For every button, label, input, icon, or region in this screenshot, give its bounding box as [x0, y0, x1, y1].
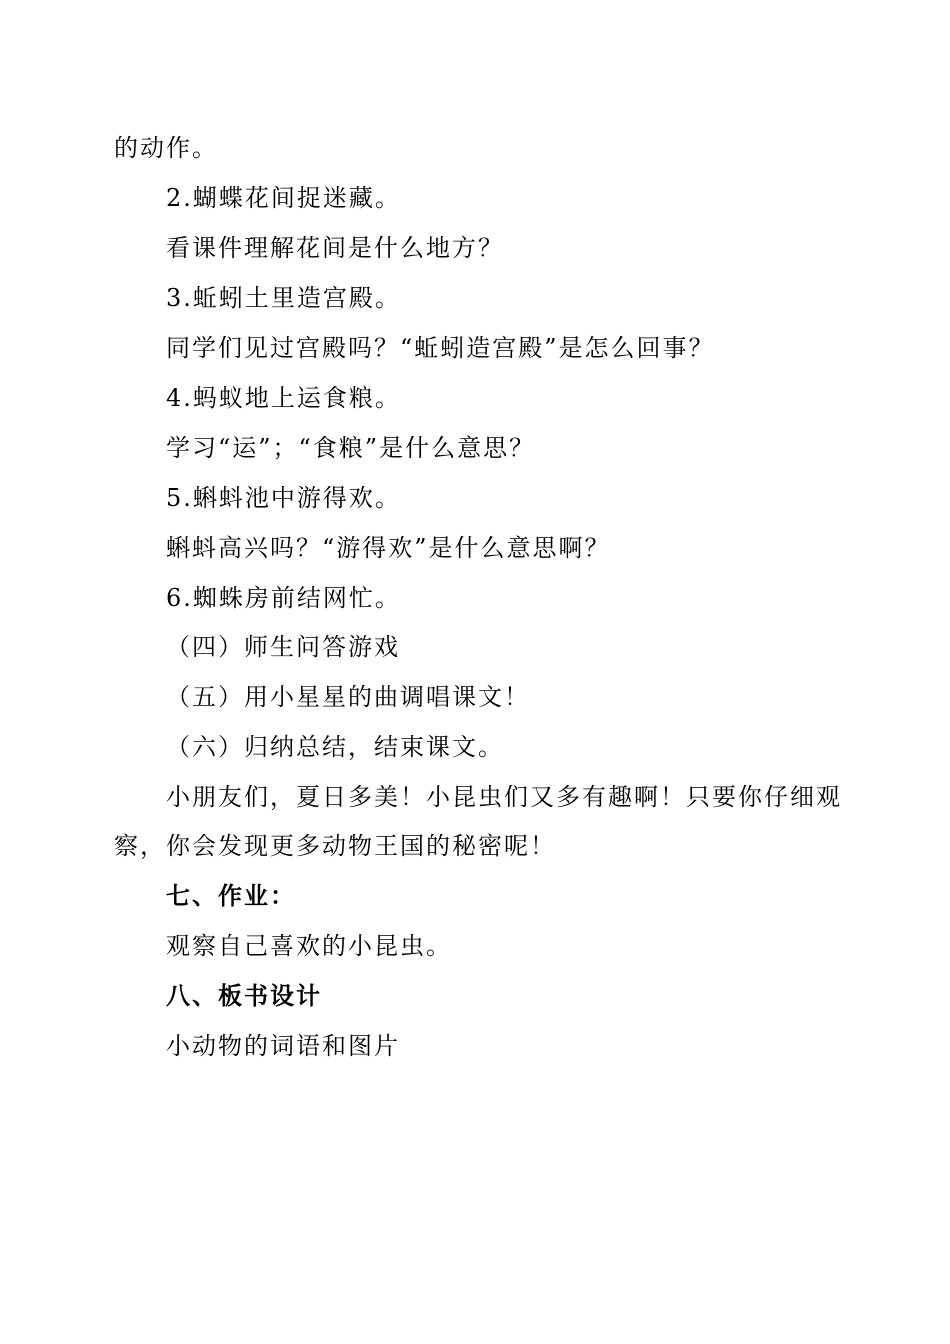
paragraph: 同学们见过宫殿吗？“蚯蚓造宫殿”是怎么回事？: [166, 334, 715, 362]
list-item-2: 2.蝴蝶花间捉迷藏。: [166, 184, 401, 212]
list-item-6: 6.蜘蛛房前结网忙。: [166, 584, 401, 612]
list-item-3: 3.蚯蚓土里造宫殿。: [166, 284, 401, 312]
paragraph: 小动物的词语和图片: [166, 1032, 400, 1060]
paragraph-continuation: 的动作。: [114, 134, 218, 162]
section-title-board-design: 八、板书设计: [166, 982, 322, 1010]
paragraph: 小朋友们，夏日多美！小昆虫们又多有趣啊！只要你仔细观: [166, 783, 842, 811]
paragraph-continuation: 察，你会发现更多动物王国的秘密呢！: [114, 832, 556, 860]
paragraph: 观察自己喜欢的小昆虫。: [166, 932, 452, 960]
section-heading-6: （六）归纳总结，结束课文。: [166, 733, 504, 761]
list-item-4: 4.蚂蚁地上运食粮。: [166, 384, 401, 412]
paragraph: 蝌蚪高兴吗？“游得欢”是什么意思啊？: [166, 534, 611, 562]
list-item-5: 5.蝌蚪池中游得欢。: [166, 484, 401, 512]
paragraph: 学习“运”；“食粮”是什么意思？: [166, 434, 536, 462]
section-heading-4: （四）师生问答游戏: [166, 633, 400, 661]
section-heading-5: （五）用小星星的曲调唱课文！: [166, 683, 530, 711]
paragraph: 看课件理解花间是什么地方？: [166, 234, 504, 262]
section-title-homework: 七、作业：: [166, 882, 296, 910]
